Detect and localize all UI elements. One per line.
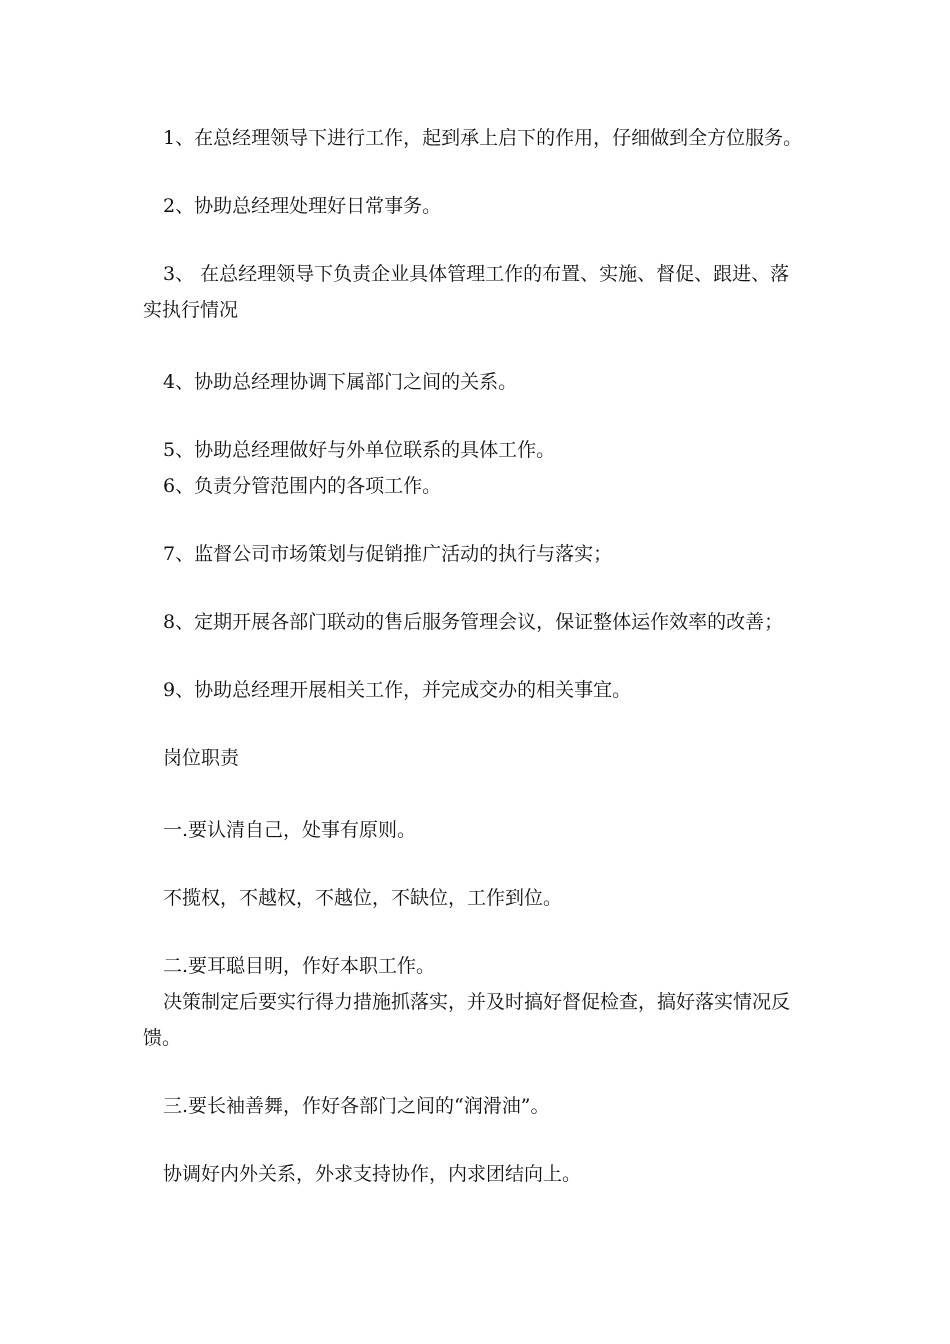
item-9: 9、协助总经理开展相关工作，并完成交办的相关事宜。	[163, 679, 632, 701]
duty-2-detail: 决策制定后要实行得力措施抓落实，并及时搞好督促检查，搞好落实情况反	[163, 991, 791, 1013]
duty-2-detail-continuation: 馈。	[143, 1027, 182, 1049]
section-title: 岗位职责	[163, 747, 240, 769]
item-3: 3、 在总经理领导下负责企业具体管理工作的布置、实施、督促、跟进、落	[163, 263, 790, 285]
duty-3-detail: 协调好内外关系，外求支持协作，内求团结向上。	[163, 1163, 582, 1185]
item-7: 7、监督公司市场策划与促销推广活动的执行与落实；	[163, 543, 613, 565]
item-1: 1、在总经理领导下进行工作，起到承上启下的作用，仔细做到全方位服务。	[163, 127, 803, 149]
duty-1-detail: 不揽权，不越权，不越位，不缺位，工作到位。	[163, 887, 563, 909]
item-4: 4、协助总经理协调下属部门之间的关系。	[163, 371, 518, 393]
duty-2: 二.要耳聪目明，作好本职工作。	[163, 955, 436, 977]
duty-1: 一.要认清自己，处事有原则。	[163, 819, 417, 841]
item-8: 8、定期开展各部门联动的售后服务管理会议，保证整体运作效率的改善；	[163, 611, 784, 633]
item-2: 2、协助总经理处理好日常事务。	[163, 195, 442, 217]
item-3-continuation: 实执行情况	[143, 299, 239, 321]
item-5: 5、协助总经理做好与外单位联系的具体工作。	[163, 439, 556, 461]
item-6: 6、负责分管范围内的各项工作。	[163, 475, 442, 497]
duty-3: 三.要长袖善舞，作好各部门之间的“润滑油”。	[163, 1095, 550, 1117]
